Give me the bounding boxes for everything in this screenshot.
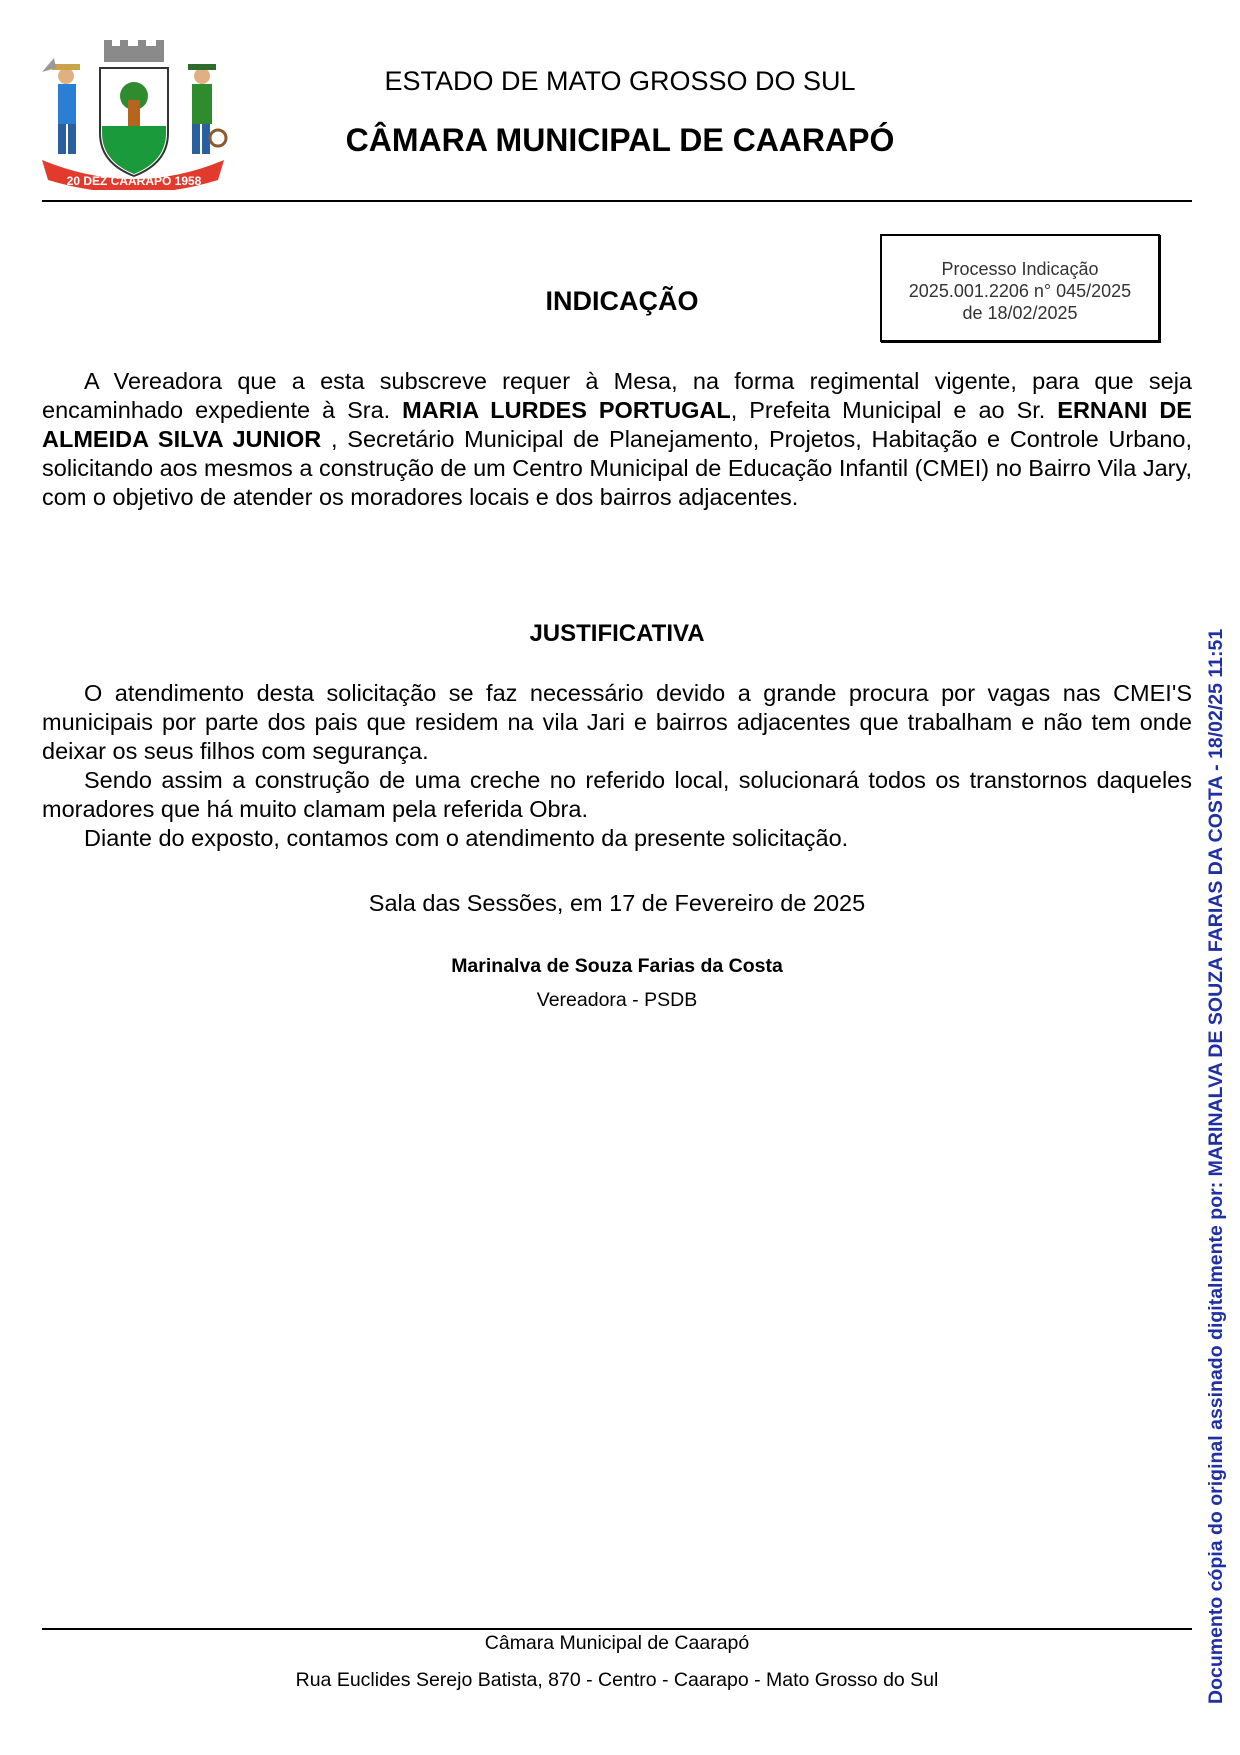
footer-address: Rua Euclides Serejo Batista, 870 - Centro - Caarapo - Mato Grosso do Sul	[295, 1669, 939, 1691]
footer-institution-name: Câmara Municipal de Caarapó	[484, 1632, 750, 1654]
stamp-line-2: 2025.001.2206 n° 045/2025	[908, 281, 1132, 301]
recipient-name-1: MARIA LURDES PORTUGAL	[402, 397, 731, 423]
request-paragraph	[42, 367, 1192, 512]
document-title: INDICAÇÃO	[545, 286, 699, 316]
signer-name: Marinalva de Souza Farias da Costa	[451, 955, 783, 977]
justification-paragraph-2: Sendo assim a construção de uma creche no referido local, solucionará todos os transtornos daqueles moradores que há muito clamam pela referida Obra.	[42, 767, 1192, 822]
coat-of-arms-logo	[38, 38, 228, 190]
stamp-line-1: Processo Indicação	[941, 259, 1099, 279]
chamber-title: CÂMARA MUNICIPAL DE CAARAPÓ	[345, 122, 895, 158]
justification-paragraph-3: Diante do exposto, contamos com o atendimento da presente solicitação.	[84, 825, 849, 851]
crest-banner-text: 20 DEZ CAARAPÓ 1958	[66, 174, 202, 188]
state-line: ESTADO DE MATO GROSSO DO SUL	[384, 66, 856, 96]
justification-title: JUSTIFICATIVA	[529, 620, 705, 647]
justification-paragraph-1: O atendimento desta solicitação se faz necessário devido a grande procura por vagas nas CMEI'S municipais por parte dos pais que residem na vila Jari e bairros adjacentes que trabalham e não tem onde deixar os seus filhos com segurança.	[42, 680, 1192, 764]
session-date-line: Sala das Sessões, em 17 de Fevereiro de 2025	[368, 890, 866, 916]
request-text-3: , Secretário Municipal de Planejamento, Projetos, Habitação e Controle Urbano, solicitando aos mesmos a construção de um Centro Municipal de Educação Infantil (CMEI) no Bairro Vila Jary, com o objetivo de atender os moradores locais e dos bairros adjacentes.	[42, 426, 1193, 510]
signer-role: Vereadora - PSDB	[536, 989, 698, 1011]
request-text-2: , Prefeita Municipal e ao Sr.	[730, 397, 1058, 423]
footer-divider	[42, 1628, 1192, 1630]
request-text-1: A Vereadora que a esta subscreve requer à Mesa, na forma regimental vigente, para que seja encaminhado expediente à Sra.	[42, 368, 1192, 423]
stamp-line-3: de 18/02/2025	[962, 303, 1078, 323]
recipient-name-2: ERNANI DE ALMEIDA SILVA JUNIOR	[42, 397, 1192, 452]
header-divider	[42, 200, 1192, 202]
digital-signature-watermark: Documento cópia do original assinado digitalmente por: MARINALVA DE SOUZA FARIAS DA COSTA - 18/02/25 11:51	[1205, 628, 1227, 1704]
